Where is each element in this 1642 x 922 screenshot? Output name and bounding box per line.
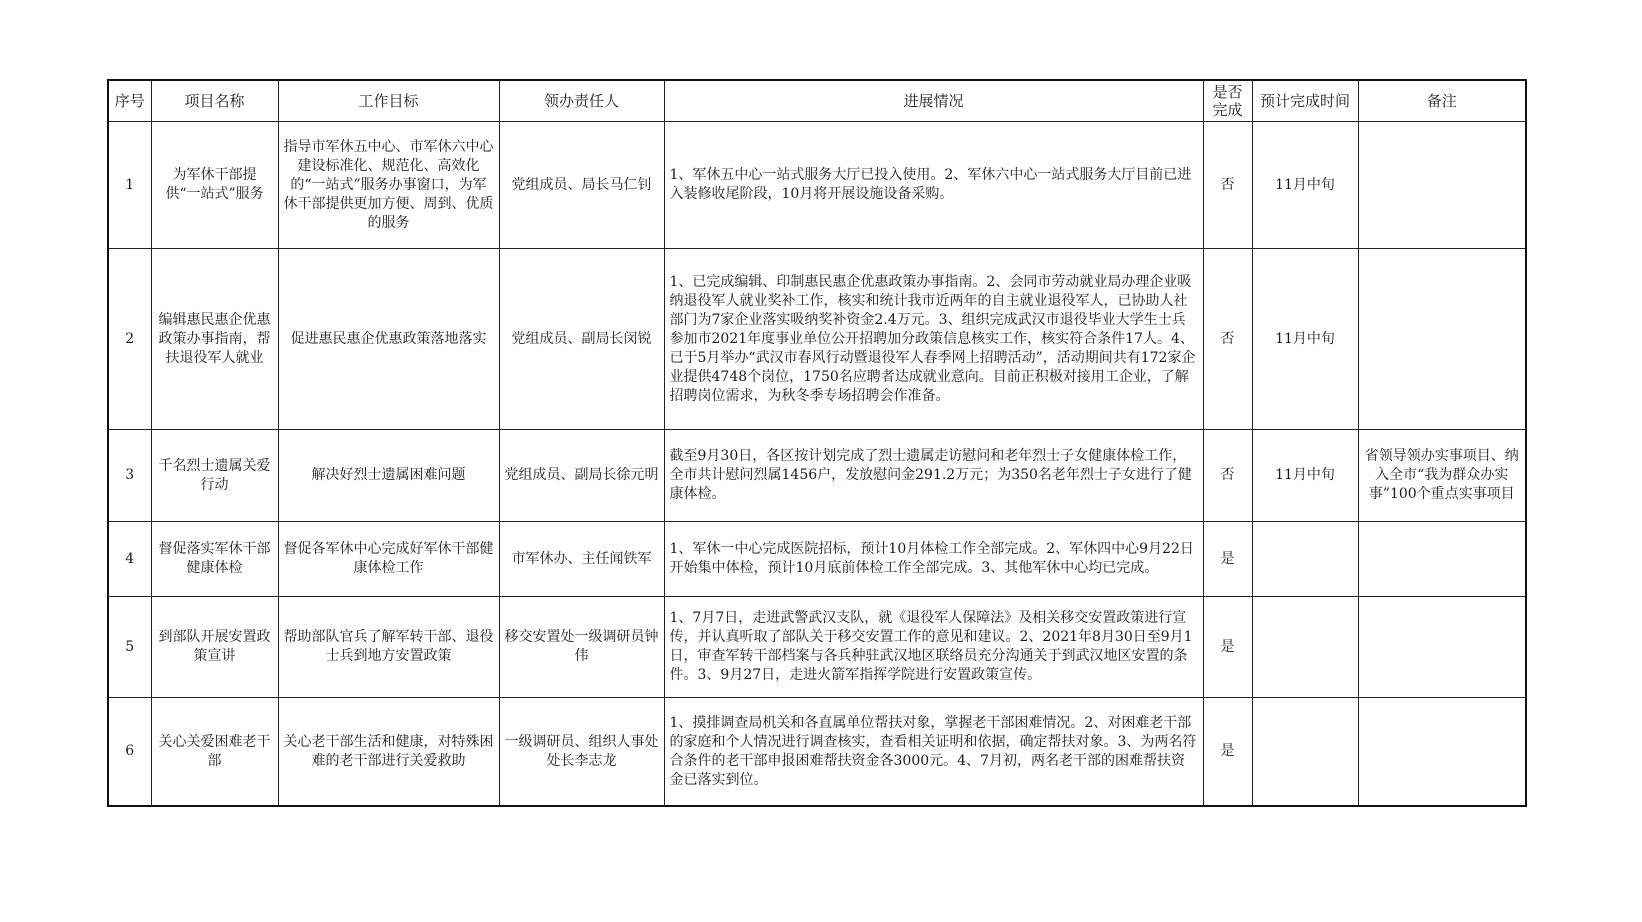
cell-leader: 一级调研员、组织人事处处长李志龙 (499, 698, 664, 807)
table-row (108, 597, 1526, 698)
cell-seq: 1 (108, 122, 151, 249)
cell-seq: 2 (108, 249, 151, 430)
header-eta: 预计完成时间 (1252, 80, 1358, 122)
cell-eta: 11月中旬 (1252, 249, 1358, 430)
cell-note: 省领导领办实事项目、纳入全市“我为群众办实事”100个重点实事项目 (1358, 430, 1526, 522)
cell-leader: 党组成员、副局长徐元明 (499, 430, 664, 522)
cell-progress: 1、已完成编辑、印制惠民惠企优惠政策办事指南。2、会同市劳动就业局办理企业吸纳退役军人就业奖补工作，核实和统计我市近两年的自主就业退役军人，已协助人社部门为7家企业落实吸纳奖补资金2.4万元。3、组织完成武汉市退役毕业大学生士兵参加市2021年度事业单位公开招聘加分政策信息核实工作，核实符合条件17人。4、已于5月举办“武汉市春风行动暨退役军人春季网上招聘活动”，活动期间共有172家企业提供4748个岗位，1750名应聘者达成就业意向。目前正积极对接用工企业，了解招聘岗位需求，为秋冬季专场招聘会作准备。 (664, 249, 1203, 430)
cell-leader: 党组成员、副局长闵锐 (499, 249, 664, 430)
cell-done: 是 (1203, 597, 1252, 698)
cell-note (1358, 249, 1526, 430)
table-row (108, 698, 1526, 807)
cell-progress: 截至9月30日，各区按计划完成了烈士遗属走访慰问和老年烈士子女健康体检工作，全市共计慰问烈属1456户，发放慰问金291.2万元；为350名老年烈士子女进行了健康体检。 (664, 430, 1203, 522)
cell-note (1358, 122, 1526, 249)
header-note: 备注 (1358, 80, 1526, 122)
cell-done: 否 (1203, 430, 1252, 522)
cell-seq: 5 (108, 597, 151, 698)
header-goal: 工作目标 (278, 80, 499, 122)
table-row (108, 249, 1526, 430)
cell-leader: 党组成员、局长马仁钊 (499, 122, 664, 249)
cell-leader: 市军休办、主任闻铁军 (499, 522, 664, 597)
cell-goal: 指导市军休五中心、市军休六中心建设标准化、规范化、高效化的“一站式”服务办事窗口，为军休干部提供更加方便、周到、优质的服务 (278, 122, 499, 249)
cell-eta (1252, 522, 1358, 597)
cell-name: 督促落实军休干部健康体检 (151, 522, 278, 597)
cell-progress: 1、摸排调查局机关和各直属单位帮扶对象，掌握老干部困难情况。2、对困难老干部的家庭和个人情况进行调查核实，查看相关证明和依据，确定帮扶对象。3、为两名符合条件的老干部申报困难帮扶资金各3000元。4、7月初，两名老干部的困难帮扶资金已落实到位。 (664, 698, 1203, 807)
cell-name: 关心关爱困难老干部 (151, 698, 278, 807)
cell-progress: 1、7月7日，走进武警武汉支队，就《退役军人保障法》及相关移交安置政策进行宣传，并认真听取了部队关于移交安置工作的意见和建议。2、2021年8月30日至9月1日，审查军转干部档案与各兵种驻武汉地区联络员充分沟通关于到武汉地区安置的条件。3、9月27日，走进火箭军指挥学院进行安置政策宣传。 (664, 597, 1203, 698)
cell-goal: 促进惠民惠企优惠政策落地落实 (278, 249, 499, 430)
cell-done: 否 (1203, 249, 1252, 430)
cell-eta: 11月中旬 (1252, 122, 1358, 249)
header-progress: 进展情况 (664, 80, 1203, 122)
table-row (108, 430, 1526, 522)
header-name: 项目名称 (151, 80, 278, 122)
cell-name: 千名烈士遗属关爱行动 (151, 430, 278, 522)
cell-note (1358, 597, 1526, 698)
cell-done: 是 (1203, 698, 1252, 807)
project-progress-table (107, 79, 1527, 807)
cell-goal: 关心老干部生活和健康，对特殊困难的老干部进行关爱救助 (278, 698, 499, 807)
cell-goal: 督促各军休中心完成好军休干部健康体检工作 (278, 522, 499, 597)
cell-note (1358, 522, 1526, 597)
table-row (108, 122, 1526, 249)
header-done: 是否完成 (1203, 80, 1252, 122)
cell-seq: 3 (108, 430, 151, 522)
cell-eta (1252, 597, 1358, 698)
cell-name: 为军休干部提供“一站式”服务 (151, 122, 278, 249)
header-leader: 领办责任人 (499, 80, 664, 122)
cell-seq: 4 (108, 522, 151, 597)
header-seq: 序号 (108, 80, 151, 122)
cell-name: 到部队开展安置政策宣讲 (151, 597, 278, 698)
cell-eta: 11月中旬 (1252, 430, 1358, 522)
table-row (108, 522, 1526, 597)
cell-progress: 1、军休五中心一站式服务大厅已投入使用。2、军休六中心一站式服务大厅目前已进入装修收尾阶段，10月将开展设施设备采购。 (664, 122, 1203, 249)
table-header-row (108, 80, 1526, 122)
cell-done: 否 (1203, 122, 1252, 249)
cell-goal: 帮助部队官兵了解军转干部、退役士兵到地方安置政策 (278, 597, 499, 698)
cell-done: 是 (1203, 522, 1252, 597)
cell-seq: 6 (108, 698, 151, 807)
cell-goal: 解决好烈士遗属困难问题 (278, 430, 499, 522)
cell-leader: 移交安置处一级调研员钟伟 (499, 597, 664, 698)
cell-eta (1252, 698, 1358, 807)
cell-note (1358, 698, 1526, 807)
cell-name: 编辑惠民惠企优惠政策办事指南，帮扶退役军人就业 (151, 249, 278, 430)
cell-progress: 1、军休一中心完成医院招标，预计10月体检工作全部完成。2、军休四中心9月22日开始集中体检，预计10月底前体检工作全部完成。3、其他军休中心均已完成。 (664, 522, 1203, 597)
